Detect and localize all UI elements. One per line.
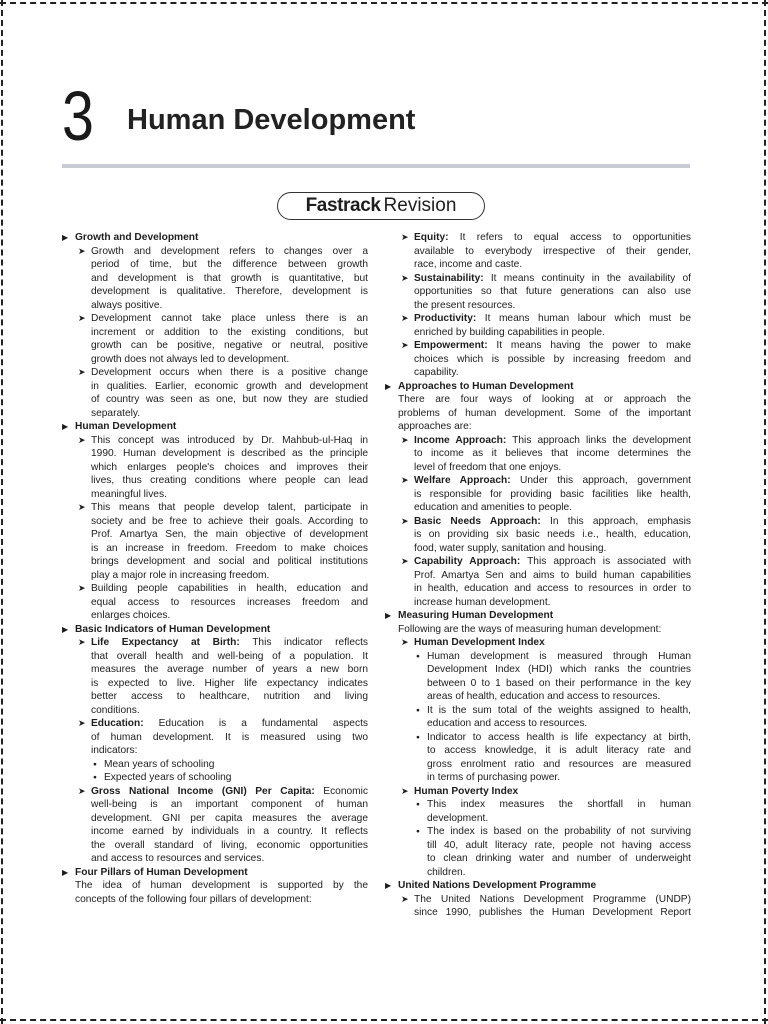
page-border-bottom	[0, 1019, 768, 1021]
line-text: which enlarges people's choices and improves their	[91, 461, 368, 473]
item-line	[62, 731, 368, 745]
sub-item-line	[385, 852, 691, 866]
line-text: the overall standard of living, economic opportunities	[91, 839, 368, 851]
line-text: gross enrolment ratio and resources are measured	[427, 758, 691, 770]
line-text: development is qualitative. Therefore, development is	[91, 286, 368, 297]
item-line	[62, 609, 368, 623]
item-line	[385, 461, 691, 475]
section-heading	[385, 879, 691, 893]
line-text: the present resources.	[414, 299, 516, 311]
line-text: It is the sum total of the weights assigned to health,	[427, 704, 691, 716]
line-text: is responsible for providing basic facilities like health,	[414, 488, 691, 500]
item-line	[62, 258, 368, 272]
item-line	[62, 785, 368, 799]
item-line	[62, 461, 368, 475]
section-marker-icon: ▶	[385, 381, 392, 391]
sub-item-line	[385, 825, 691, 839]
item-line	[62, 366, 368, 380]
line-text: separately.	[91, 407, 141, 419]
item-arrow-icon: ➤	[78, 367, 86, 377]
paragraph-line	[385, 407, 691, 421]
item-line	[62, 434, 368, 448]
item-line	[385, 582, 691, 596]
item-line	[62, 407, 368, 421]
section-heading	[62, 420, 368, 434]
item-line	[62, 596, 368, 610]
line-text: There are four ways of looking at or approach the	[398, 394, 691, 405]
sub-item-line	[385, 731, 691, 745]
item-line	[385, 501, 691, 515]
item-line	[62, 393, 368, 407]
item-line	[385, 474, 691, 488]
item-line	[62, 798, 368, 812]
item-line	[385, 785, 691, 799]
bold-lead: United Nations Development Programme	[398, 880, 597, 891]
line-text: to income as it believes that income determines the	[414, 448, 691, 459]
line-text: approaches are:	[398, 421, 472, 432]
bold-lead: Growth and Development	[75, 232, 199, 243]
line-text: conditions.	[91, 704, 140, 716]
line-text: income earned by individuals in a country. It reflects	[91, 826, 368, 837]
section-marker-icon: ▶	[385, 611, 392, 620]
bold-lead: Life Expectancy at Birth:	[91, 637, 240, 648]
dot-bullet-icon: ●	[416, 733, 420, 741]
line-text: always positive.	[91, 299, 163, 311]
item-line	[62, 677, 368, 691]
item-line	[62, 717, 368, 731]
section-marker-icon: ▶	[385, 881, 392, 890]
line-text: education and amenities to people.	[414, 502, 573, 513]
item-line	[62, 299, 368, 313]
item-arrow-icon: ➤	[401, 232, 409, 242]
item-line	[385, 555, 691, 569]
line-text: level of freedom that one enjoys.	[414, 461, 562, 473]
line-text: concepts of the following four pillars of development:	[75, 893, 312, 905]
item-line	[62, 528, 368, 542]
line-text: Prof. Amartya Sen, the main objective of development	[91, 529, 368, 540]
line-text: enriched by building capabilities in people.	[414, 326, 605, 338]
sub-item-line	[62, 758, 368, 772]
item-line	[62, 812, 368, 826]
item-line	[385, 272, 691, 286]
sub-item-line	[385, 650, 691, 664]
line-text: Human development is measured through Human	[427, 650, 691, 662]
line-text: development. GNI per capita measures the average	[91, 812, 368, 824]
section-marker-icon: ▶	[62, 867, 69, 877]
line-text: The idea of human development is supported by the	[75, 880, 368, 891]
item-arrow-icon: ➤	[78, 245, 86, 256]
item-line	[62, 474, 368, 488]
paragraph-line	[62, 893, 368, 907]
line-text: Development occurs when there is a positive change	[91, 367, 368, 378]
line-text: of country was seen as one, but now they are studied	[91, 394, 368, 405]
item-line	[385, 447, 691, 461]
item-line	[385, 326, 691, 340]
line-text: to clean drinking water and number of underweight	[427, 853, 691, 864]
line-text: in health, education and access to resources in order to	[414, 583, 691, 594]
item-arrow-icon: ➤	[401, 475, 409, 485]
item-arrow-icon: ➤	[401, 272, 409, 283]
bold-lead: Empowerment:	[414, 340, 488, 351]
chapter-title: Human Development	[127, 104, 416, 136]
bold-lead: Capability Approach:	[414, 556, 521, 567]
item-line	[385, 542, 691, 556]
bold-lead: Human Development	[75, 421, 177, 432]
line-text: lives, thus creating conditions where people can lead	[91, 475, 368, 486]
line-text: It means human labour which must be	[476, 313, 691, 324]
line-text: Development cannot take place unless there is an	[91, 313, 368, 324]
dot-bullet-icon: ●	[416, 652, 420, 660]
item-line	[385, 258, 691, 272]
dot-bullet-icon: ●	[416, 801, 420, 808]
item-line	[385, 488, 691, 502]
line-text: till 40, adult literacy rate, people not having access	[427, 839, 691, 851]
badge-brand-text: Fastrack	[305, 195, 381, 216]
item-line	[62, 312, 368, 326]
bold-lead: Basic Indicators of Human Development	[75, 623, 271, 635]
section-heading	[385, 609, 691, 623]
line-text: development.	[427, 812, 489, 824]
sub-item-line	[385, 771, 691, 785]
line-text: well-being is an important component of human	[91, 799, 368, 810]
section-heading	[62, 623, 368, 637]
item-arrow-icon: ➤	[401, 515, 409, 526]
bold-lead: Human Poverty Index	[414, 785, 519, 797]
item-line	[62, 852, 368, 866]
item-arrow-icon: ➤	[78, 785, 86, 796]
item-arrow-icon: ➤	[78, 583, 86, 593]
page-border-top	[0, 2, 768, 4]
item-arrow-icon: ➤	[78, 313, 86, 323]
item-line	[62, 515, 368, 529]
bold-lead: Approaches to Human Development	[398, 380, 574, 392]
item-line	[62, 555, 368, 569]
item-arrow-icon: ➤	[401, 637, 409, 647]
item-line	[62, 245, 368, 259]
line-text: growth can be positive, negative or neutral, positive	[91, 340, 368, 351]
bold-lead: Income Approach:	[414, 434, 507, 446]
section-heading	[62, 231, 368, 245]
right-column	[385, 231, 691, 920]
line-text: areas of health, education and access to resources.	[427, 691, 661, 702]
dot-bullet-icon: ●	[93, 760, 97, 768]
line-text: This indicator reflects	[239, 637, 368, 648]
line-text: race, income and caste.	[414, 259, 523, 270]
item-arrow-icon: ➤	[78, 637, 86, 647]
page-border-left	[1, 0, 3, 1024]
title-rule	[62, 164, 690, 168]
item-line	[62, 582, 368, 596]
bold-lead: Gross National Income (GNI) Per Capita:	[91, 785, 315, 797]
item-line	[385, 245, 691, 259]
sub-item-line	[385, 866, 691, 880]
item-line	[62, 285, 368, 299]
line-text: capability.	[414, 367, 459, 378]
bold-lead: Basic Needs Approach:	[414, 515, 541, 527]
line-text: This means that people develop talent, participate in	[91, 502, 368, 513]
line-text: available to everybody irrespective of their gender,	[414, 245, 691, 257]
line-text: The United Nations Development Programme (UNDP)	[414, 893, 691, 905]
line-text: Mean years of schooling	[104, 758, 215, 770]
line-text: between 0 to 1 based on their performance in the key	[427, 677, 691, 689]
item-line	[385, 515, 691, 529]
line-text: Indicator to access health is life expectancy at birth,	[427, 731, 691, 743]
item-line	[62, 542, 368, 556]
line-text: It means continuity in the availability of	[483, 272, 691, 284]
line-text: and development is that growth is quantitative, but	[91, 272, 368, 284]
line-text: Development Index (HDI) which ranks the countries	[427, 664, 691, 675]
line-text: food, water supply, sanitation and housing.	[414, 542, 607, 554]
sub-item-line	[385, 758, 691, 772]
line-text: period of time, but the difference between growth	[91, 259, 368, 270]
chapter-number: 3	[62, 77, 94, 155]
item-line	[385, 366, 691, 380]
item-line	[385, 434, 691, 448]
line-text: is an increase in freedom. Freedom to make choices	[91, 542, 368, 554]
item-line	[385, 353, 691, 367]
item-line	[62, 326, 368, 340]
item-line	[62, 501, 368, 515]
item-line	[385, 299, 691, 313]
sub-item-line	[385, 812, 691, 826]
line-text: of human development. It is measured using two	[91, 731, 368, 743]
item-line	[385, 231, 691, 245]
bold-lead: Sustainability:	[414, 272, 484, 284]
line-text: 1990. Human development is described as the principle	[91, 448, 368, 459]
section-marker-icon: ▶	[62, 422, 69, 431]
bold-lead: Measuring Human Development	[398, 610, 554, 621]
line-text: since 1990, publishes the Human Development Report	[414, 907, 691, 918]
bold-lead: Four Pillars of Human Development	[75, 866, 248, 878]
sub-item-line	[385, 839, 691, 853]
paragraph-line	[385, 393, 691, 407]
paragraph-line	[385, 623, 691, 637]
bold-lead: Education:	[91, 718, 144, 729]
section-marker-icon: ▶	[62, 624, 69, 634]
item-arrow-icon: ➤	[401, 434, 409, 445]
line-text: This approach links the development	[506, 434, 692, 446]
item-arrow-icon: ➤	[401, 313, 409, 323]
item-arrow-icon: ➤	[401, 785, 409, 796]
bold-lead: Human Development Index	[414, 637, 545, 648]
line-text: enlarges choices.	[91, 610, 171, 621]
item-line	[62, 636, 368, 650]
sub-item-line	[385, 704, 691, 718]
line-text: indicators:	[91, 745, 138, 756]
line-text: and access to resources and services.	[91, 853, 265, 864]
item-line	[385, 596, 691, 610]
item-arrow-icon: ➤	[78, 718, 86, 728]
line-text: to access knowledge, it is adult literacy rate and	[427, 745, 691, 756]
line-text: is expected to live. Higher life expectancy indicates	[91, 677, 368, 689]
bold-lead: Welfare Approach:	[414, 475, 511, 486]
line-text: In this approach, emphasis	[540, 515, 691, 527]
item-line	[385, 312, 691, 326]
item-arrow-icon: ➤	[78, 502, 86, 512]
item-line	[62, 339, 368, 353]
bold-lead: Equity:	[414, 232, 449, 243]
item-line	[62, 825, 368, 839]
paragraph-line	[62, 879, 368, 893]
bold-lead: Productivity:	[414, 313, 477, 324]
sub-item-line	[385, 798, 691, 812]
line-text: Under this approach, government	[510, 475, 692, 486]
line-text: in qualities. Earlier, economic growth and development	[91, 380, 368, 392]
line-text: equal access to resources increases freedom and	[91, 596, 368, 608]
line-text: This approach is associated with	[520, 556, 691, 567]
section-heading	[62, 866, 368, 880]
dot-bullet-icon: ●	[416, 706, 420, 714]
line-text: It refers to equal access to opportunities	[448, 232, 691, 243]
item-arrow-icon: ➤	[78, 434, 86, 445]
line-text: meaningful lives.	[91, 488, 167, 500]
page-border-right	[764, 0, 766, 1024]
item-line	[62, 704, 368, 718]
sub-item-line	[385, 717, 691, 731]
line-text: choices which is possible by increasing freedom and	[414, 353, 691, 365]
item-line	[62, 663, 368, 677]
line-text: in terms of purchasing power.	[427, 772, 561, 783]
line-text: brings development and social and political institutions	[91, 556, 368, 567]
line-text: Following are the ways of measuring human development:	[398, 623, 662, 635]
item-line	[385, 893, 691, 907]
line-text: growth does not always led to development.	[91, 353, 290, 365]
line-text: Education is a fundamental aspects	[143, 718, 368, 729]
line-text: society and be free to achieve their goals. According to	[91, 515, 368, 527]
line-text: Building people capabilities in health, education and	[91, 583, 368, 594]
section-marker-icon: ▶	[62, 233, 69, 242]
sub-item-line	[385, 663, 691, 677]
item-line	[385, 339, 691, 353]
item-line	[62, 690, 368, 704]
item-line	[62, 380, 368, 394]
line-text: The index is based on the probability of not surviving	[427, 826, 691, 837]
badge-label-text: Revision	[383, 195, 457, 216]
section-heading	[385, 380, 691, 394]
line-text: This index measures the shortfall in human	[427, 799, 691, 810]
item-arrow-icon: ➤	[401, 556, 409, 566]
line-text: is on providing six basic needs i.e., health, education,	[414, 529, 691, 540]
line-text: better access to healthcare, nutrition and living	[91, 691, 368, 702]
item-line	[62, 650, 368, 664]
line-text: play a major role in increasing freedom.	[91, 569, 270, 581]
item-line	[385, 528, 691, 542]
item-line	[385, 569, 691, 583]
paragraph-line	[385, 420, 691, 434]
sub-item-line	[385, 677, 691, 691]
line-text: Expected years of schooling	[104, 772, 232, 783]
line-text: measures the average number of years a new born	[91, 664, 368, 675]
item-line	[62, 447, 368, 461]
item-line	[62, 569, 368, 583]
sub-item-line	[62, 771, 368, 785]
dot-bullet-icon: ●	[416, 828, 420, 835]
sub-item-line	[385, 690, 691, 704]
item-line	[385, 285, 691, 299]
item-line	[385, 636, 691, 650]
line-text: education and access to resources.	[427, 718, 588, 729]
item-line	[62, 839, 368, 853]
item-arrow-icon: ➤	[401, 893, 409, 904]
line-text: Economic	[314, 785, 368, 797]
line-text: children.	[427, 866, 466, 878]
fastrack-revision-badge	[277, 192, 485, 220]
line-text: increase human development.	[414, 596, 551, 608]
line-text: Prof. Amartya Sen and aims to build human capabilities	[414, 569, 691, 581]
item-line	[385, 906, 691, 920]
item-arrow-icon: ➤	[401, 340, 409, 350]
line-text: Growth and development refers to changes over a	[91, 245, 368, 257]
item-line	[62, 353, 368, 367]
sub-item-line	[385, 744, 691, 758]
line-text: increment or addition to the existing conditions, but	[91, 326, 368, 338]
line-text: that overall health and well-being of a population. It	[91, 650, 368, 662]
dot-bullet-icon: ●	[93, 774, 97, 781]
item-line	[62, 272, 368, 286]
left-column	[62, 231, 368, 906]
item-line	[62, 744, 368, 758]
line-text: problems of human development. Some of the important	[398, 407, 691, 419]
item-line	[62, 488, 368, 502]
line-text: opportunities so that future generations can also use	[414, 286, 691, 297]
line-text: This concept was introduced by Dr. Mahbub-ul-Haq in	[91, 434, 368, 446]
line-text: It means having the power to make	[487, 340, 691, 351]
